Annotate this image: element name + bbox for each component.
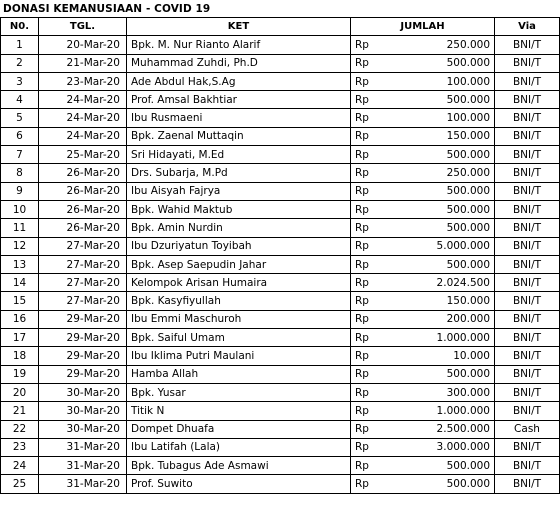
cell-description[interactable]: Bpk. Yusar (127, 383, 351, 401)
cell-description[interactable]: Ibu Aisyah Fajrya (127, 182, 351, 200)
table-row (1, 146, 560, 164)
table-row (1, 127, 560, 145)
cell-no[interactable]: 13 (1, 255, 39, 273)
cell-via[interactable]: BNI/T (495, 310, 560, 328)
table-row (1, 310, 560, 328)
cell-description[interactable]: Bpk. Saiful Umam (127, 329, 351, 347)
cell-date[interactable]: 30-Mar-20 (39, 420, 127, 438)
cell-via[interactable]: BNI/T (495, 365, 560, 383)
cell-description[interactable]: Hamba Allah (127, 365, 351, 383)
cell-via[interactable]: Cash (495, 420, 560, 438)
cell-date[interactable]: 29-Mar-20 (39, 310, 127, 328)
cell-description[interactable]: Ibu Iklima Putri Maulani (127, 347, 351, 365)
cell-via[interactable]: BNI/T (495, 274, 560, 292)
cell-amount[interactable]: 500.000 (389, 457, 495, 475)
cell-no[interactable]: 19 (1, 365, 39, 383)
cell-date[interactable]: 27-Mar-20 (39, 274, 127, 292)
cell-amount[interactable]: 100.000 (389, 72, 495, 90)
cell-description[interactable]: Bpk. Zaenal Muttaqin (127, 127, 351, 145)
table-row (1, 237, 560, 255)
table-row (1, 54, 560, 72)
cell-date[interactable]: 30-Mar-20 (39, 383, 127, 401)
header-tgl[interactable]: TGL. (39, 18, 127, 36)
cell-no[interactable]: 23 (1, 438, 39, 456)
cell-currency[interactable]: Rp (351, 292, 389, 310)
cell-via[interactable]: BNI/T (495, 200, 560, 218)
cell-currency[interactable]: Rp (351, 310, 389, 328)
table-row (1, 182, 560, 200)
table-row (1, 420, 560, 438)
cell-no[interactable]: 24 (1, 457, 39, 475)
table-row (1, 164, 560, 182)
cell-currency[interactable]: Rp (351, 237, 389, 255)
cell-no[interactable]: 3 (1, 72, 39, 90)
table-row (1, 475, 560, 493)
cell-currency[interactable]: Rp (351, 420, 389, 438)
cell-date[interactable]: 29-Mar-20 (39, 329, 127, 347)
cell-amount[interactable]: 250.000 (389, 164, 495, 182)
cell-amount[interactable]: 100.000 (389, 109, 495, 127)
cell-amount[interactable]: 5.000.000 (389, 237, 495, 255)
cell-date[interactable]: 27-Mar-20 (39, 292, 127, 310)
cell-no[interactable]: 25 (1, 475, 39, 493)
cell-description[interactable]: Prof. Suwito (127, 475, 351, 493)
cell-amount[interactable]: 3.000.000 (389, 438, 495, 456)
table-row (1, 438, 560, 456)
table-row (1, 109, 560, 127)
cell-via[interactable]: BNI/T (495, 347, 560, 365)
cell-via[interactable]: BNI/T (495, 292, 560, 310)
cell-via[interactable]: BNI/T (495, 475, 560, 493)
cell-description[interactable]: Bpk. Tubagus Ade Asmawi (127, 457, 351, 475)
table-row (1, 255, 560, 273)
cell-no[interactable]: 7 (1, 146, 39, 164)
cell-via[interactable]: BNI/T (495, 36, 560, 54)
cell-currency[interactable]: Rp (351, 402, 389, 420)
cell-date[interactable]: 27-Mar-20 (39, 255, 127, 273)
cell-amount[interactable]: 250.000 (389, 36, 495, 54)
cell-no[interactable]: 2 (1, 54, 39, 72)
table-row (1, 329, 560, 347)
table-row (1, 365, 560, 383)
cell-description[interactable]: Drs. Subarja, M.Pd (127, 164, 351, 182)
header-row (1, 18, 560, 36)
cell-amount[interactable]: 500.000 (389, 146, 495, 164)
cell-via[interactable]: BNI/T (495, 72, 560, 90)
table-row (1, 383, 560, 401)
cell-currency[interactable]: Rp (351, 127, 389, 145)
cell-description[interactable]: Ibu Dzuriyatun Toyibah (127, 237, 351, 255)
cell-date[interactable]: 31-Mar-20 (39, 457, 127, 475)
cell-amount[interactable]: 1.000.000 (389, 402, 495, 420)
cell-currency[interactable]: Rp (351, 91, 389, 109)
cell-description[interactable]: Bpk. Amin Nurdin (127, 219, 351, 237)
cell-description[interactable]: Kelompok Arisan Humaira (127, 274, 351, 292)
cell-date[interactable]: 24-Mar-20 (39, 91, 127, 109)
cell-no[interactable]: 6 (1, 127, 39, 145)
table-row (1, 91, 560, 109)
table-row (1, 72, 560, 90)
cell-description[interactable]: Bpk. M. Nur Rianto Alarif (127, 36, 351, 54)
cell-currency[interactable]: Rp (351, 200, 389, 218)
cell-no[interactable]: 18 (1, 347, 39, 365)
cell-date[interactable]: 24-Mar-20 (39, 109, 127, 127)
cell-via[interactable]: BNI/T (495, 237, 560, 255)
cell-amount[interactable]: 150.000 (389, 292, 495, 310)
cell-amount[interactable]: 500.000 (389, 182, 495, 200)
cell-no[interactable]: 1 (1, 36, 39, 54)
cell-currency[interactable]: Rp (351, 475, 389, 493)
cell-description[interactable]: Muhammad Zuhdi, Ph.D (127, 54, 351, 72)
cell-description[interactable]: Bpk. Wahid Maktub (127, 200, 351, 218)
cell-description[interactable]: Ibu Rusmaeni (127, 109, 351, 127)
cell-amount[interactable]: 500.000 (389, 200, 495, 218)
cell-no[interactable]: 10 (1, 200, 39, 218)
table-row (1, 292, 560, 310)
cell-no[interactable]: 12 (1, 237, 39, 255)
cell-via[interactable]: BNI/T (495, 402, 560, 420)
cell-amount[interactable]: 300.000 (389, 383, 495, 401)
cell-currency[interactable]: Rp (351, 109, 389, 127)
cell-date[interactable]: 31-Mar-20 (39, 438, 127, 456)
cell-date[interactable]: 27-Mar-20 (39, 237, 127, 255)
cell-via[interactable]: BNI/T (495, 383, 560, 401)
cell-no[interactable]: 4 (1, 91, 39, 109)
cell-date[interactable]: 21-Mar-20 (39, 54, 127, 72)
cell-via[interactable]: BNI/T (495, 146, 560, 164)
cell-amount[interactable]: 500.000 (389, 255, 495, 273)
cell-amount[interactable]: 1.000.000 (389, 329, 495, 347)
cell-no[interactable]: 17 (1, 329, 39, 347)
cell-via[interactable]: BNI/T (495, 54, 560, 72)
cell-no[interactable]: 20 (1, 383, 39, 401)
header-jumlah[interactable]: JUMLAH (351, 18, 495, 36)
cell-date[interactable]: 30-Mar-20 (39, 402, 127, 420)
cell-currency[interactable]: Rp (351, 54, 389, 72)
cell-amount[interactable]: 500.000 (389, 54, 495, 72)
cell-currency[interactable]: Rp (351, 255, 389, 273)
cell-date[interactable]: 26-Mar-20 (39, 219, 127, 237)
cell-currency[interactable]: Rp (351, 219, 389, 237)
cell-via[interactable]: BNI/T (495, 127, 560, 145)
cell-amount[interactable]: 500.000 (389, 219, 495, 237)
cell-description[interactable]: Prof. Amsal Bakhtiar (127, 91, 351, 109)
cell-date[interactable]: 31-Mar-20 (39, 475, 127, 493)
cell-via[interactable]: BNI/T (495, 182, 560, 200)
cell-currency[interactable]: Rp (351, 365, 389, 383)
cell-via[interactable]: BNI/T (495, 457, 560, 475)
cell-no[interactable]: 15 (1, 292, 39, 310)
table-row (1, 274, 560, 292)
cell-amount[interactable]: 200.000 (389, 310, 495, 328)
cell-amount[interactable]: 2.024.500 (389, 274, 495, 292)
cell-no[interactable]: 21 (1, 402, 39, 420)
cell-via[interactable]: BNI/T (495, 329, 560, 347)
cell-currency[interactable]: Rp (351, 164, 389, 182)
cell-no[interactable]: 9 (1, 182, 39, 200)
table-row (1, 347, 560, 365)
cell-description[interactable]: Bpk. Asep Saepudin Jahar (127, 255, 351, 273)
cell-currency[interactable]: Rp (351, 146, 389, 164)
cell-via[interactable]: BNI/T (495, 91, 560, 109)
cell-description[interactable]: Titik N (127, 402, 351, 420)
cell-amount[interactable]: 500.000 (389, 475, 495, 493)
cell-currency[interactable]: Rp (351, 274, 389, 292)
cell-amount[interactable]: 500.000 (389, 91, 495, 109)
cell-via[interactable]: BNI/T (495, 109, 560, 127)
cell-currency[interactable]: Rp (351, 438, 389, 456)
cell-no[interactable]: 11 (1, 219, 39, 237)
table-row (1, 402, 560, 420)
cell-date[interactable]: 26-Mar-20 (39, 164, 127, 182)
cell-currency[interactable]: Rp (351, 36, 389, 54)
cell-amount[interactable]: 10.000 (389, 347, 495, 365)
header-no[interactable]: N0. (1, 18, 39, 36)
cell-date[interactable]: 26-Mar-20 (39, 182, 127, 200)
cell-date[interactable]: 29-Mar-20 (39, 365, 127, 383)
cell-amount[interactable]: 2.500.000 (389, 420, 495, 438)
cell-currency[interactable]: Rp (351, 383, 389, 401)
sheet-title: DONASI KEMANUSIAAN - COVID 19 (3, 3, 211, 15)
cell-description[interactable]: Ibu Latifah (Lala) (127, 438, 351, 456)
cell-amount[interactable]: 150.000 (389, 127, 495, 145)
donation-table (0, 17, 560, 494)
cell-via[interactable]: BNI/T (495, 164, 560, 182)
cell-via[interactable]: BNI/T (495, 438, 560, 456)
cell-currency[interactable]: Rp (351, 329, 389, 347)
cell-no[interactable]: 5 (1, 109, 39, 127)
cell-amount[interactable]: 500.000 (389, 365, 495, 383)
cell-date[interactable]: 26-Mar-20 (39, 200, 127, 218)
table-row (1, 219, 560, 237)
cell-via[interactable]: BNI/T (495, 219, 560, 237)
cell-no[interactable]: 14 (1, 274, 39, 292)
cell-date[interactable]: 29-Mar-20 (39, 347, 127, 365)
header-via[interactable]: Via (495, 18, 560, 36)
cell-currency[interactable]: Rp (351, 72, 389, 90)
table-row (1, 200, 560, 218)
table-body (1, 36, 560, 493)
cell-date[interactable]: 25-Mar-20 (39, 146, 127, 164)
cell-description[interactable]: Ibu Emmi Maschuroh (127, 310, 351, 328)
cell-date[interactable]: 24-Mar-20 (39, 127, 127, 145)
table-row (1, 36, 560, 54)
cell-currency[interactable]: Rp (351, 347, 389, 365)
cell-date[interactable]: 23-Mar-20 (39, 72, 127, 90)
cell-description[interactable]: Ade Abdul Hak,S.Ag (127, 72, 351, 90)
cell-description[interactable]: Sri Hidayati, M.Ed (127, 146, 351, 164)
cell-no[interactable]: 8 (1, 164, 39, 182)
cell-via[interactable]: BNI/T (495, 255, 560, 273)
cell-no[interactable]: 16 (1, 310, 39, 328)
table-row (1, 457, 560, 475)
cell-description[interactable]: Bpk. Kasyfiyullah (127, 292, 351, 310)
cell-date[interactable]: 20-Mar-20 (39, 36, 127, 54)
cell-no[interactable]: 22 (1, 420, 39, 438)
header-ket[interactable]: KET (127, 18, 351, 36)
cell-currency[interactable]: Rp (351, 457, 389, 475)
cell-currency[interactable]: Rp (351, 182, 389, 200)
cell-description[interactable]: Dompet Dhuafa (127, 420, 351, 438)
